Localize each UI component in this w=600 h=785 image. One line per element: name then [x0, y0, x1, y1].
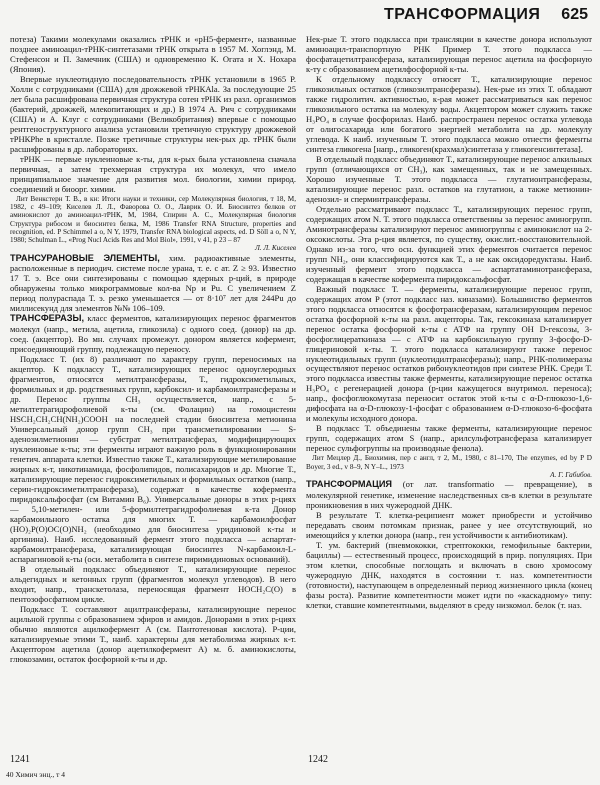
body-paragraph: Отдельно рассматривают подкласс Т., катализирующих перенос групп, содержащих атом N. Т. этого подкласса ответственны за перенос аминогрупп. Аминотрансферазы катализируют перенос аминогруппы с аминокислот на 2-оксокислоты. Эта р-ция является, по существу, окислит.-восстановительной. Однако из-за того, что осн. функцией этих ферментов считается перенос групп NH₂, они классифицируются как Т., а не как оксидоредуктазы. Наиб. изученный фермент этого подкласса — аспартатаминотрансфераза, содержащая в качестве кофермента пиридоксальфосфат. [306, 203, 592, 284]
body-paragraph: тРНК — первые нуклеиновые к-ты, для к-рых была установлена сначала первичная, а затем трехмерная структура их молекул, что имело принципиальное значение для развития мол. биологии, химии природ. соединений и биоорг. химии. [10, 153, 296, 194]
entry-headword: ТРАНСУРАНОВЫЕ ЭЛЕМЕНТЫ, [10, 252, 160, 263]
body-paragraph: Т. ум. бактерий (пневмококки, стрептококки, гемофильные бактерии, бациллы) — естественный процесс, происходящий в прир. популяциях. При этом клетки, способные поглощать и включать в свою хромосому чужеродную ДНК, находятся в состоянии т. наз. компетентности (готовности), наступающем в определенный период жизненного цикла (конец фазы роста). Развитие компетентности может идти по «каскадному» типу: клетки, ставшие компетентными, выделяют в среду низкомол. белок (т. наз. [306, 539, 592, 610]
body-paragraph: К отдельному подклассу относят Т., катализирующие перенос гликозильных остатков (гликозилтрансферазы). Нек-рые из этих Т. обладают также гидролитич. активностью, к-рая может рассматриваться как перенос гликозильного остатка на молекулу воды. Акцептором может служить также H₃PO₄ в случае фосфорилаз. Наиб. распространен перенос остатка углевода от олигосахарида или богатого энергией метаболита на др. молекулу углевода. К наиб. изученным Т. этого подкласса можно отнести ферменты синтеза гликогена [напр., гликоген(крахмал)синтетаза у гликогенсинтетаза]. [306, 73, 592, 154]
printer-signature: 40 Химич энц., т 4 [6, 770, 65, 779]
entry-headword: ТРАНСФЕРАЗЫ, [10, 313, 85, 324]
body-paragraph: В отдельный подкласс объединяют Т., катализирующие перенос алкильных групп (отличающихся от CH₃), как замещенных, так и не замещенных. Хорошо изученные Т. этого подкласса — глутатионтрансферазы, катализирующие перенос разл. остатков на глутатион, а также метионин-аденозил- и сперминтрансферазы. [306, 153, 592, 204]
entry-headword: ТРАНСФОРМАЦИЯ [306, 479, 393, 490]
dictionary-entry [10, 313, 296, 354]
body-paragraph: потеза) Такими молекулами оказались тРНК и «pH5-фермент», названные позднее аминоацил-тРНК-синтетазами тРНК открыта в 1957 М. Хоглэнд, М. Стефенсон и П. Замечник (США) и одновременно К. Огата и Х. Нохара (Япония). [10, 34, 296, 74]
entry-text: хим. радиоактивные элементы, расположенные в периодич. системе после урана, т. е. с ат. Z ≥ 93. Известно 17 Т. э. Все они синтезированы с помощью ядерных р-ций, в природе обнаружены только микрограммовые кол-ва Np и Pu. С увеличением Z период полураспада Т. э. резко уменьшается — от 8·10⁷ лет для 244Pu до миллисекунд для элементов №№ 106–109. [10, 252, 296, 314]
column-number-left: 1241 [10, 754, 30, 765]
column-number-right: 1242 [308, 754, 328, 765]
page-title: ТРАНСФОРМАЦИЯ [384, 6, 541, 23]
article-author: Л. Л. Киселев [254, 244, 296, 253]
literature-reference [306, 454, 592, 479]
entry-text: (от лат. transformatio — превращение), в молекулярной генетике, изменение наследственных св-в клетки в результате проникновения в них чужеродной ДНК. [306, 479, 592, 510]
body-paragraph: Подкласс Т. составляют ацилтрансферазы, катализирующие перенос ацильной группы с образованием эфиров и амидов. Донорами в этих р-циях обычно являются ацилкофермент A (см. Пантотеновая кислота). Р-ции, катализируемые этими Т., наиб. характерны для метаболизма жирных к-т. Акцептором ацетила (донор ацетилкофермент А) м. б. аминокислоты, глюкозамин, остаток фосфорной к-ты и др. [10, 603, 296, 664]
body-paragraph: Впервые нуклеотидную последовательность тРНК установили в 1965 Р. Холли с сотрудниками (США) для дрожжевой тРНКAla. За последующие 25 лет была расшифрована первичная структура сотен тРНК из разл. организмов (бактерий, дрожжей, млекопитающих и др.) В 1974 А. Рич с сотрудниками (США) и А. Клуг с сотрудниками (Великобритания) впервые с помощью рентгеноструктурного анализа установили третичную структуру дрожжевой тРНКPhe в кристалле. Позже третичные структуры нек-рых др. тРНК были расшифрованы в др. лабораториях. [10, 73, 296, 154]
left-column [10, 34, 296, 750]
literature-text: Лит Венкстерн Т. В., в кн: Итоги науки и техники, сер Молекулярная биология, т 18, М, 1982, с 49–109; Киселев Л. Л., Фаворова О. О., Лаврик О. И. Биосинтез белков от аминокислот до аминоацил-тРНК, М, 1984, Спирин А. С., Молекулярная биология Структура рибосом и биосинтез белка, М, 1986 Transfer RNA Structure, properties and recognition, ed. P Schimmel a o, N Y, 1979, Transfer RNA biological aspects, ed. D Söll a o, N Y, 1980; Schulman L., «Prog Nucl Acids Res and Mol Biol», 1991, v 41, p 23 – 87 [10, 194, 296, 245]
body-paragraph: В результате Т. клетка-реципиент может приобрести и устойчиво передавать своим потомкам признак, ранее у нее отсутствующий, но имеющийся у клетки донора (напр., ген устойчивости к антибиотикам). [306, 509, 592, 540]
literature-text: Лит Мецлер Д., Биохимия, пер с англ, т 2, М., 1980, с 81–170, The enzymes, ed by P D Boyer, 3 ed., v 8–9, N Y–L., 1973 [306, 454, 592, 471]
entry-text: класс ферментов, катализирующих перенос фрагментов молекул (напр., метила, ацетила, гликозила) с одного соед. (донор) на др. соед. (акцептор). Во мн. случаях промежут. донором является кофермент, присоединяющий группу, подлежащую переносу. [10, 313, 296, 355]
page-footer [0, 752, 600, 782]
page-number: 625 [561, 6, 588, 23]
body-paragraph: В подкласс Т. объединены также ферменты, катализирующие перенос групп, содержащих атом S (напр., арилсульфотрансфераза катализирует перенос сульфогруппы на производные фенола). [306, 423, 592, 454]
right-column [306, 34, 592, 750]
body-paragraph: Важный подкласс Т. — ферменты, катализирующие перенос групп, содержащих атом P (этот подкласс наз. киназами). Большинство ферментов этого подкласса относятся к фосфотрансферазам, катализирующим перенос остатка фосфорной к-ты на разл. акцепторы. Так, гексокиназа катализирует перенос остатка фосфорной к-ты с АТФ на группу OH D-гексозы, 3-фосфоглицераткиназа — с АТФ на карбоксильную группу 3-фосфо-D-глицериновой к-ты. Т. этого подкласса катализируют также перенос нуклеотидильных групп (нуклеотидилтрансферазы); напр., РНК-полимеразы осуществляют перенос остатков рибонуклеотидов при синтезе РНК. Среди Т. этого подкласса известны также ферменты, катализирующие перенос остатка H₃PO₄ с регенерацией донора (р-ции кажущегося внутримол. переноса); напр., фосфоглюкомутаза переносит остаток этой к-ты с α-D-глюкозо-1,6-дифосфата на α-D-глюкозу-1-фосфат с образованием α-D-глюкозо-6-фосфата и молекулы исходного донора. [306, 283, 592, 424]
dictionary-entry [10, 253, 296, 314]
page-header [8, 6, 592, 30]
body-paragraph: Нек-рые Т. этого подкласса при трансляции в качестве донора используют аминоацил-транспортную РНК Пример Т. этого подкласса — фосфатацетилтрансфераза, катализирующая перенос ацетила на фосфорную к-ту с образованием ацетилфосфорной к-ты. [306, 34, 592, 74]
literature-reference [10, 195, 296, 253]
body-paragraph: Подкласс Т. (их 8) различают по характеру групп, переносимых на акцептор. К подклассу Т., катализирующих перенос одноуглеродных фрагментов, относятся метилтрансферазы, Т., гидроксиметильных, формильных и др. родственных групп, карбоксил- и карбамоилтрансферазы и др. Перенос группы CH₃ осуществляется, напр., с 5-метилтетрагидрофолиевой к-ты (см. Фолацин) на гомоцистеин HSCH₂CH₂CH(NH₂)COOH на последней стадии биосинтеза метионина Универсальный донор групп CH₃ при трансметилировании — S-аденозилметионин — субстрат метилтрансфераз, модифицирующих нуклеиновые к-ты; эти ферменты играют важную роль в функционировании генетич. аппарата клетки. Известно также Т., катализирующие метилирование жирных к-т, никотинамида, фосфолипидов, полисахаридов и др. Многие Т., катализирующие перенос гидроксиметильных и формильных остатков (напр., серин-гидроксиметилтрансфераза), содержат в качестве кофермента пиридоксальфосфат (см Витамин B₆). Универсальные доноры в этих р-циях — 5,10-метилен- или 5-формилтетрагидрофолиевая к-та Донор карбамоильного остатка для многих Т. — карбамоилфосфат (HO)₂P(O)OC(O)NH₂ (необходимо для биосинтеза уридиновой к-ты и аргинина). Наиб. исследованный фермент этого подкласса — аспартат-карбамоилтрансфераза, катализирующая биосинтез N-карбамоил-L-аспарагиновой к-ты (оси. метаболита в синтезе пиримидиновых оснований). [10, 354, 296, 564]
dictionary-entry [306, 479, 592, 510]
article-author: А. Г. Габибов. [550, 470, 592, 479]
body-paragraph: В отдельный подкласс объединяют Т., катализирующие перенос альдегидных и кетонных групп (фрагментов молекул углеводов). В него входит, напр., транскетолаза, переносящая фрагмент HOCH₂C(O) в пентозофосфатном цикле. [10, 563, 296, 604]
